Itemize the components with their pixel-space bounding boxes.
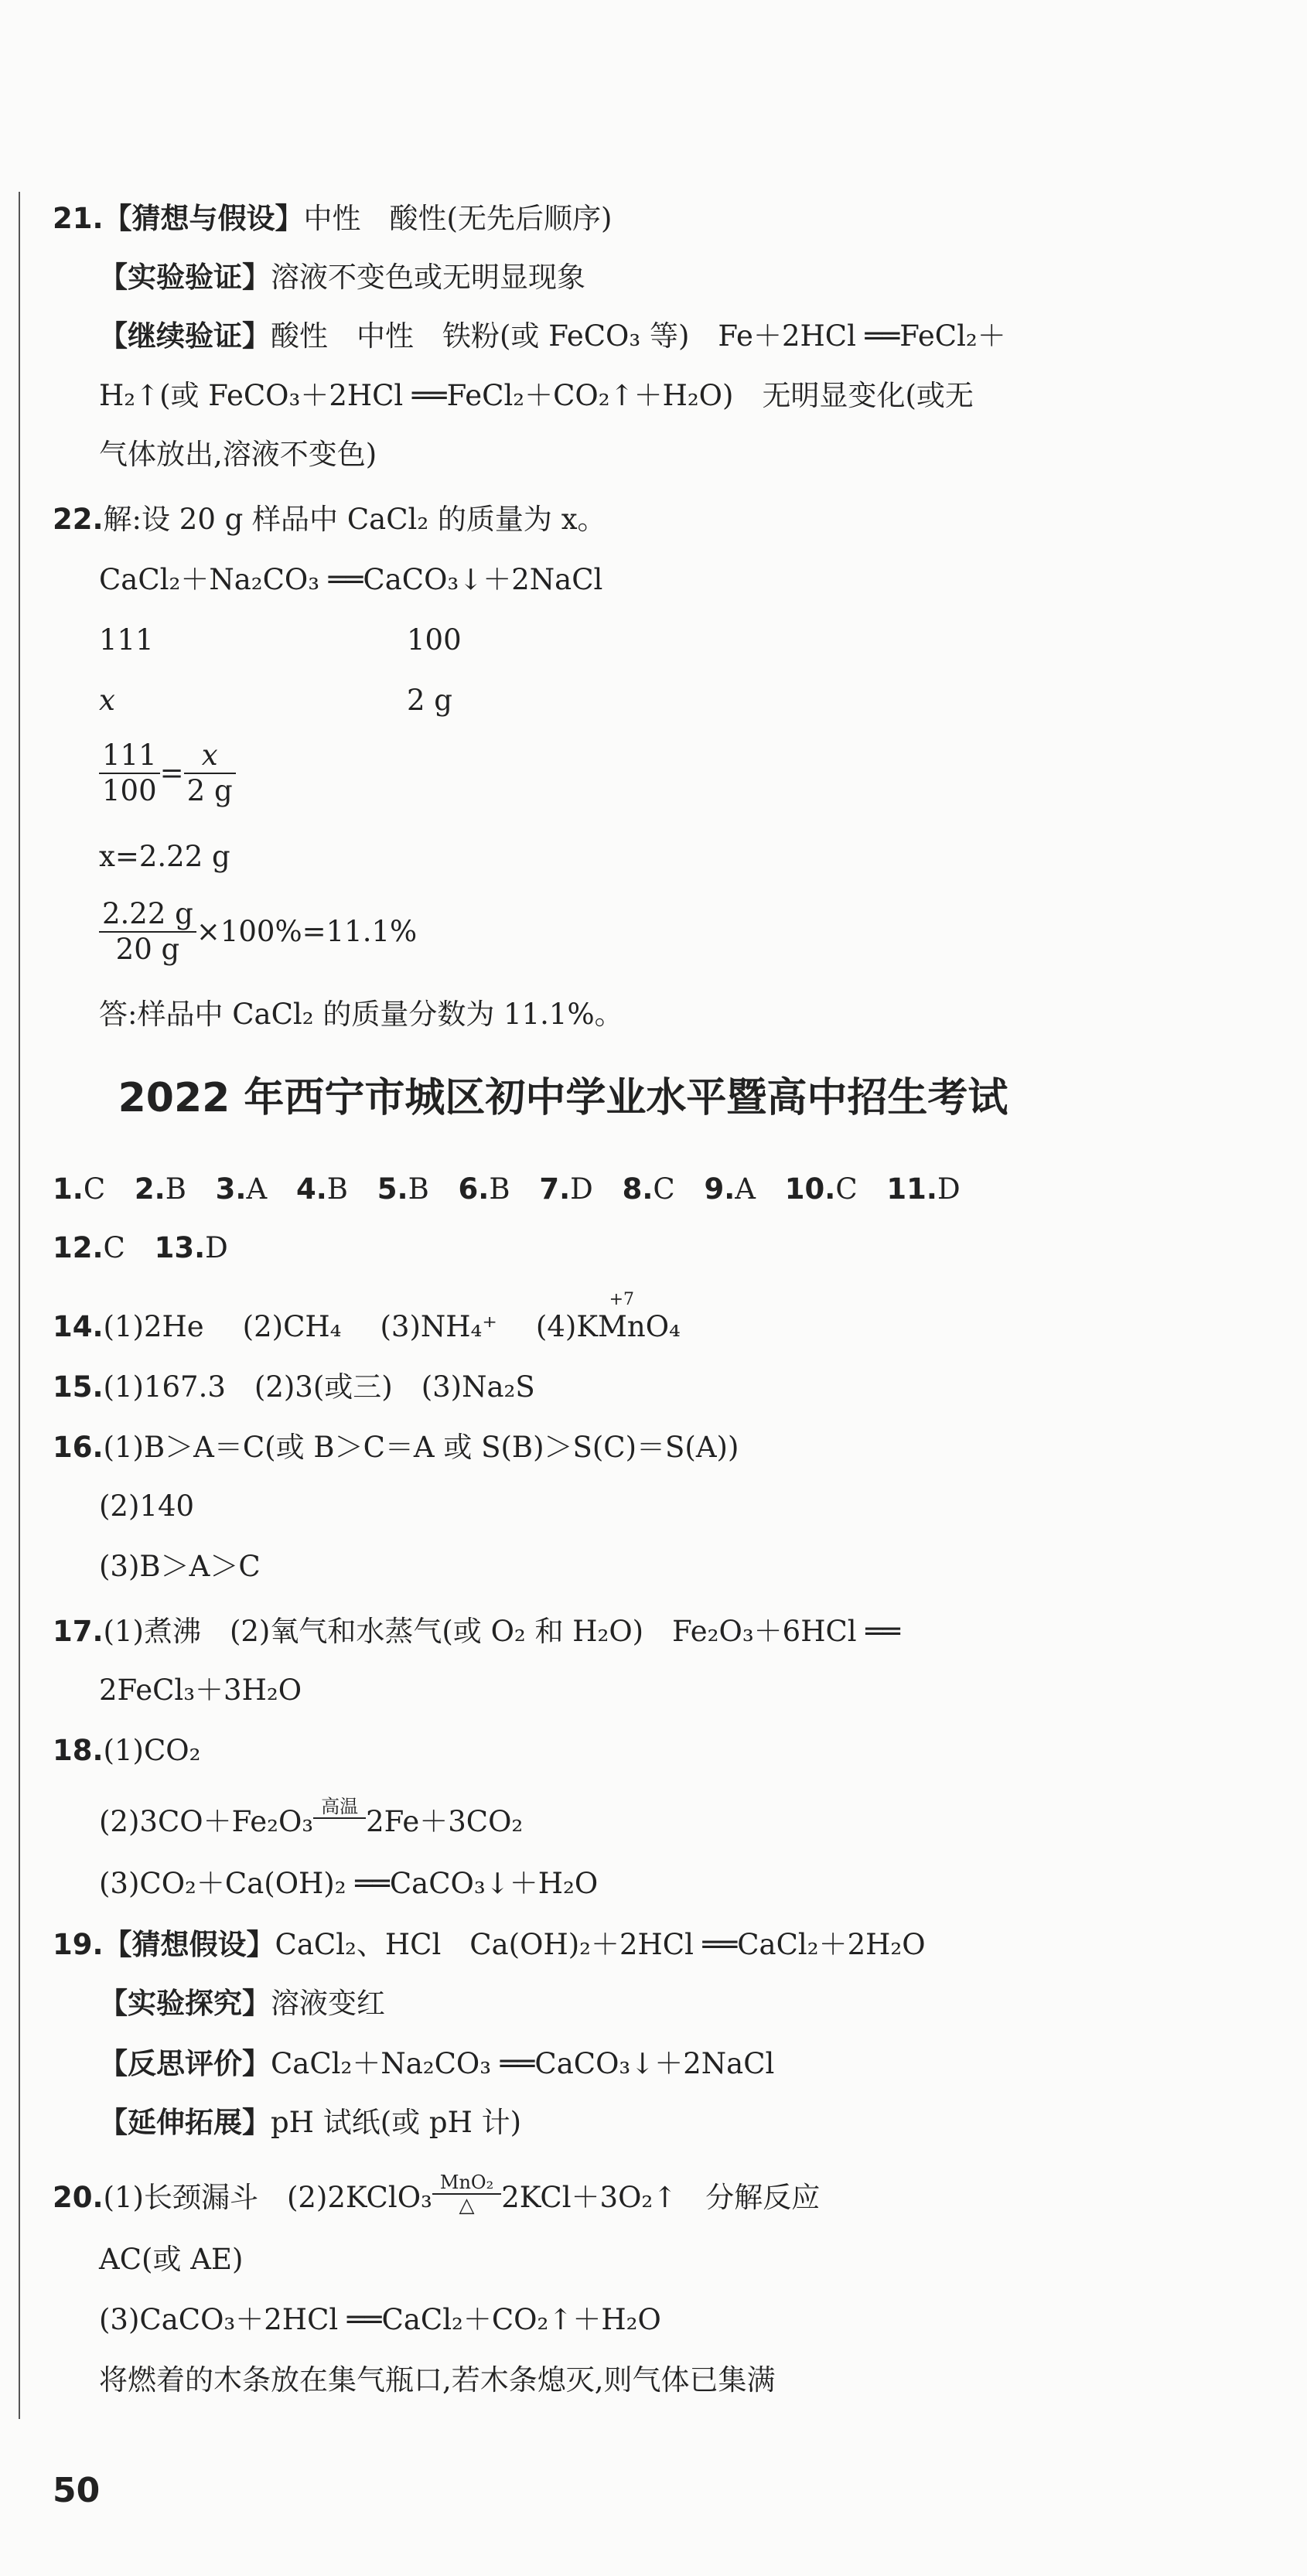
choice-num: 6. — [458, 1172, 490, 1206]
q14-part-d-suffix: O₄ — [645, 1310, 681, 1343]
q18-line-2 — [99, 1796, 523, 1841]
q20-number: 20. — [53, 2181, 104, 2214]
choice-ans: D — [570, 1172, 593, 1206]
q20-text-post: 2KCl＋3O₂↑ 分解反应 — [501, 2181, 821, 2214]
choice-ans: A — [246, 1172, 268, 1206]
q19-tag-4: 【延伸拓展】 — [99, 2105, 271, 2139]
q14-oxidation-state — [597, 1290, 646, 1346]
margin-line — [19, 192, 20, 2419]
choice-ans: B — [489, 1172, 510, 1206]
q19-line-3 — [99, 2045, 774, 2083]
q21-text-3: 酸性 中性 铁粉(或 FeCO₃ 等) Fe＋2HCl ══FeCl₂＋ — [271, 319, 1006, 353]
ratio-numerator-2: x — [184, 739, 236, 774]
q21-text-2: 溶液不变色或无明显现象 — [271, 261, 585, 294]
choice-num: 8. — [622, 1172, 654, 1206]
q18-line-3: (3)CO₂＋Ca(OH)₂ ══CaCO₃↓＋H₂O — [99, 1867, 599, 1900]
q18-condition — [313, 1796, 366, 1841]
q19-line-4 — [99, 2103, 521, 2141]
q18-number: 18. — [53, 1734, 104, 1767]
choice-num: 1. — [53, 1172, 84, 1206]
q16-line-2: (2)140 — [99, 1489, 195, 1523]
choice-ans: C — [653, 1172, 675, 1206]
q18-line-1 — [53, 1732, 200, 1769]
q21-line-1 — [53, 200, 612, 237]
q18-reactants: (2)3CO＋Fe₂O₃ — [99, 1805, 314, 1838]
q21-text-1: 中性 酸性(无先后顺序) — [303, 202, 613, 235]
q20-text-pre: (1)长颈漏斗 (2)2KClO₃ — [103, 2181, 432, 2214]
oxidation-number: +7 — [609, 1290, 635, 1309]
choice-ans: B — [165, 1172, 186, 1206]
q22-mass-left-2: x — [99, 684, 115, 717]
ratio-fraction-2 — [184, 739, 236, 808]
choice-num: 7. — [539, 1172, 571, 1206]
ratio-fraction-1 — [99, 739, 160, 808]
pct-denominator: 20 g — [115, 933, 180, 966]
q22-intro: 解:设 20 g 样品中 CaCl₂ 的质量为 x。 — [103, 503, 606, 536]
section-title: 2022 年西宁市城区初中学业水平暨高中招生考试 — [118, 1075, 1008, 1121]
q14-line — [53, 1290, 681, 1346]
q22-number: 22. — [53, 503, 104, 536]
q19-text-2: 溶液变红 — [271, 1987, 385, 2020]
q22-mass-right-2: 2 g — [407, 684, 452, 717]
q16-line-3: (3)B＞A＞C — [99, 1550, 261, 1583]
q22-ratio: $\frac{111}{100}$ = $\frac{x}{2 g}$ — [99, 739, 236, 808]
pct-tail: ×100%=11.1% — [196, 915, 418, 948]
q21-text-5: 气体放出,溶液不变色) — [99, 438, 377, 471]
choice-ans: C — [835, 1172, 858, 1206]
q21-tag-3: 【继续验证】 — [99, 319, 271, 353]
q21-tag-2: 【实验验证】 — [99, 260, 271, 294]
choice-ans: C — [83, 1172, 106, 1206]
q22-result: x=2.22 g — [99, 840, 230, 873]
q22-percentage — [99, 897, 417, 967]
choice-num: 2. — [134, 1172, 166, 1206]
q21-line-4 — [99, 377, 974, 415]
choice-ans: A — [735, 1172, 756, 1206]
choices-line-1 — [53, 1171, 961, 1208]
q15-number: 15. — [53, 1370, 104, 1404]
q19-line-2 — [99, 1984, 385, 2022]
q20-line-2: AC(或 AE) — [99, 2243, 244, 2276]
q18-products: 2Fe＋3CO₂ — [366, 1805, 524, 1838]
q16-number: 16. — [53, 1431, 104, 1464]
choice-num: 10. — [784, 1172, 836, 1206]
choice-num: 9. — [704, 1172, 735, 1206]
catalyst-mno2: MnO₂ — [432, 2172, 501, 2195]
q17-line-2: 2FeCl₃＋3H₂O — [99, 1674, 302, 1707]
q22-answer: 答:样品中 CaCl₂ 的质量分数为 11.1%。 — [99, 998, 623, 1031]
choice-num: 12. — [53, 1231, 104, 1264]
q14-part-a: (1)2He — [103, 1310, 204, 1343]
q21-line-5 — [99, 436, 377, 473]
q20-condition — [432, 2172, 501, 2216]
q19-tag-3: 【反思评价】 — [99, 2046, 271, 2080]
q22-mass-right-1: 100 — [407, 623, 462, 657]
q14-number: 14. — [53, 1310, 104, 1343]
q19-line-1 — [53, 1926, 926, 1964]
q15-text: (1)167.3 (2)3(或三) (3)Na₂S — [103, 1370, 535, 1404]
q21-number: 21. — [53, 202, 104, 235]
q19-text-4: pH 试纸(或 pH 计) — [271, 2106, 522, 2139]
q21-tag-1: 【猜想与假设】 — [103, 201, 304, 235]
heat-symbol: △ — [459, 2194, 475, 2217]
q19-text-1: CaCl₂、HCl Ca(OH)₂＋2HCl ══CaCl₂＋2H₂O — [275, 1928, 926, 1961]
choice-num: 4. — [295, 1172, 327, 1206]
q22-line-1 — [53, 501, 606, 538]
q14-part-b: (2)CH₄ — [242, 1310, 342, 1343]
q19-tag-1: 【猜想假设】 — [103, 1927, 275, 1961]
q22-equation: CaCl₂＋Na₂CO₃ ══CaCO₃↓＋2NaCl — [99, 563, 603, 596]
choice-ans: B — [408, 1172, 429, 1206]
pct-fraction — [99, 897, 196, 967]
ratio-numerator-1: 111 — [99, 739, 160, 774]
q21-text-4: H₂↑(或 FeCO₃＋2HCl ══FeCl₂＋CO₂↑＋H₂O) 无明显变化(或无 — [99, 379, 974, 412]
q20-line-4: 将燃着的木条放在集气瓶口,若木条熄灭,则气体已集满 — [99, 2363, 776, 2397]
choice-ans: D — [205, 1231, 228, 1264]
choice-num: 3. — [215, 1172, 247, 1206]
ratio-denominator-1: 100 — [102, 774, 157, 807]
page-number: 50 — [53, 2471, 101, 2510]
choice-ans: B — [326, 1172, 348, 1206]
q19-number: 19. — [53, 1928, 104, 1961]
q19-tag-2: 【实验探究】 — [99, 1986, 271, 2020]
choice-num: 5. — [377, 1172, 408, 1206]
choice-num: 11. — [886, 1172, 937, 1206]
pct-numerator: 2.22 g — [99, 897, 196, 933]
condition-high-temp: 高温 — [313, 1796, 366, 1819]
choice-ans: D — [937, 1172, 961, 1206]
q14-part-d-prefix: (4)K — [535, 1310, 598, 1343]
q20-line-1 — [53, 2172, 820, 2216]
choice-ans: C — [103, 1231, 125, 1264]
q20-line-3: (3)CaCO₃＋2HCl ══CaCl₂＋CO₂↑＋H₂O — [99, 2303, 661, 2336]
q18-text-1: (1)CO₂ — [103, 1734, 201, 1767]
q21-line-2 — [99, 258, 585, 296]
q14-mn: Mn — [597, 1310, 646, 1343]
q16-text-1: (1)B＞A＝C(或 B＞C＝A 或 S(B)＞S(C)＝S(A)) — [103, 1431, 739, 1464]
q17-text-1: (1)煮沸 (2)氧气和水蒸气(或 O₂ 和 H₂O) Fe₂O₃＋6HCl ══ — [103, 1615, 900, 1648]
q19-text-3: CaCl₂＋Na₂CO₃ ══CaCO₃↓＋2NaCl — [271, 2047, 775, 2080]
q21-line-3 — [99, 317, 1006, 355]
q16-line-1 — [53, 1429, 739, 1466]
q17-number: 17. — [53, 1615, 104, 1648]
choice-num: 13. — [154, 1231, 206, 1264]
q14-part-c: (3)NH₄⁺ — [380, 1310, 497, 1343]
ratio-denominator-2: 2 g — [186, 774, 233, 807]
q17-line-1 — [53, 1613, 900, 1650]
q22-mass-left-1: 111 — [99, 623, 154, 657]
choices-line-2 — [53, 1230, 228, 1267]
q15-line — [53, 1369, 535, 1406]
